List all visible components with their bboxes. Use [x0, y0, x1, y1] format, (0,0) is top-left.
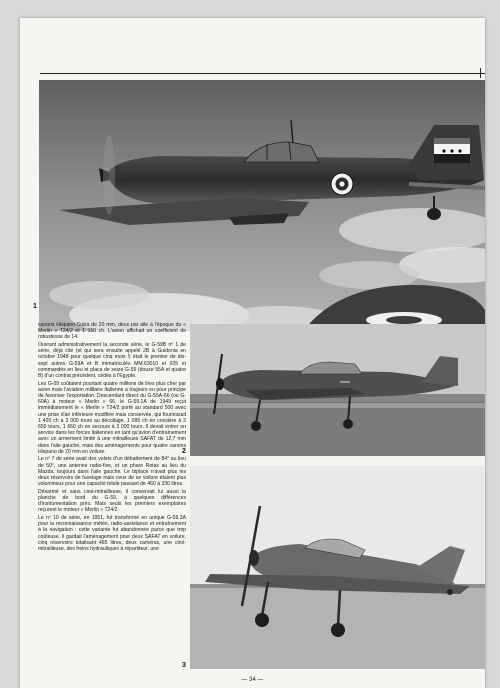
photo-aircraft-on-airfield: [190, 324, 485, 456]
page-number: — 34 —: [241, 677, 264, 683]
paragraph: Le nº 10 de série, en 1951, fut transformé en unique G-59.3A pour la reconnaissance météo, radio-assistance et entraînement à la navigation : cette variante fut abandonnée parce que trop coûteuse. Il gardait l'aménagement pour deux SAFAT en voilure, cinq réservoirs totalisant 465 litres, deux caméras, une ciné-mitrailleuse, des freins hydrauliques à répartiteur, une: [38, 515, 186, 553]
article-text-column: [38, 322, 186, 676]
photo-2-image: [190, 324, 485, 456]
photo-1-image: [39, 80, 485, 331]
paragraph: Les G-59 coûtaient pourtant quatre millions de lires plus cher par avion mais l'aviation militaire italienne a toujours eu pour principe de favoriser l'exportation. Descendant direct du G-55A-66 (ou G-60A) à moteur « Merlin » 66, le G-59.1A de 1949 reçut immédiatement le « Merlin » T24/2 porté au standard 500 avec une prise d'air inférieure modifiée mais conservée, qui fournissait 1 420 ch à 3 000 tours au décollage, 1 095 ch en croisière à 2 650 tours, 1 660 ch en secours à 3 000 tours. Il devait entrer en service dans les forces italiennes en tant qu'avion d'entraînement avec un armement limité à une mitrailleuse SAFAT de 12,7 mm dans l'aile gauche, mais des aménagements pour quatre canons Hispano de 20 mm en voilure.: [38, 380, 186, 455]
header-rule: [40, 73, 485, 74]
paragraph: Ouvrant administrativement la seconde série, le G-59B nº 1 de série, déjà cité (et qui sera ensuite appelé 2B à Guidonia en octobre 1948 pour quelque cinq mois !) était le premier de dix-sept autres G-59A et B immatriculés MM.63010 et 025 et commandés en lieu et place de seize G-55 (douze 55A et quatre B) d'un contrat précédent, cédés à l'Egypte.: [38, 342, 186, 380]
paragraph: Désarmé et sans ciné-mitrailleuse, il conservait lui aussi la planche de bord du G-59, à quelques différences d'instrumentation près. Mais seuls les premiers exemplaires reçurent le moteur « Merlin » T24/2.: [38, 488, 186, 514]
paragraph: Le nº 7 de série avait des volets d'un débattement de 84° au lieu de 50°, une antenne radio-fixe, et un phare Rotax au lieu du Mazda, toujours dans l'aile gauche. Le biplace n'avait plus les deux réservoirs de fuselage mais ceux de se voilure étaient plus volumineux pour une capacité totale passant de 460 à 330 litres.: [38, 456, 186, 488]
magazine-page: [20, 18, 485, 688]
figure-number-3: 3: [182, 662, 186, 669]
figure-number-1: 1: [33, 303, 37, 310]
header-rule-tick: [480, 68, 481, 78]
photo-3-image: [190, 466, 485, 669]
figure-number-2: 2: [182, 448, 186, 455]
paragraph: canons Hispano-Suiza de 20 mm, deux par aile à l'époque du « Merlin » T24/2 et 1 150 ch. L'avion affichait un coefficient de robustesse de 14.: [38, 322, 186, 341]
photo-aircraft-three-quarter: [190, 466, 485, 669]
photo-aircraft-in-flight: [39, 80, 485, 331]
